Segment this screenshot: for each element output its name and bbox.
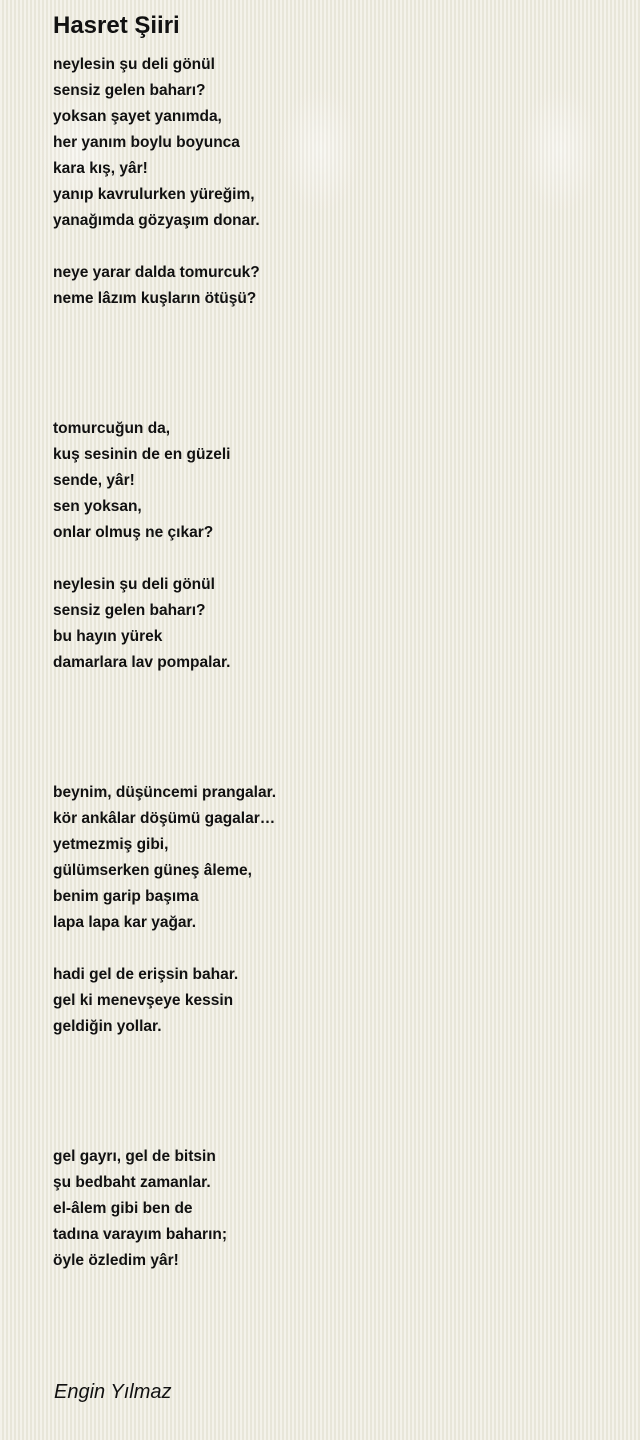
section-gap <box>53 1040 613 1144</box>
poem-line: onlar olmuş ne çıkar? <box>53 524 214 541</box>
stanza-gap <box>53 936 613 962</box>
poem-line: sensiz gelen baharı? <box>53 82 206 99</box>
poem-author: Engin Yılmaz <box>54 1381 172 1403</box>
poem-line: kara kış, yâr! <box>53 160 148 177</box>
poem-line: neye yarar dalda tomurcuk? <box>53 264 260 281</box>
poem-line: yoksan şayet yanımda, <box>53 108 222 125</box>
poem-line: gel ki menevşeye kessin <box>53 992 234 1009</box>
stanza-gap <box>53 546 613 572</box>
poem-line: tomurcuğun da, <box>53 420 171 437</box>
poem-title: Hasret Şiiri <box>53 12 180 39</box>
section-gap <box>53 312 613 416</box>
poem-line: tadına varayım baharın; <box>53 1226 228 1243</box>
poem-body <box>53 52 613 1274</box>
stanza-4 <box>53 572 613 676</box>
poem-line: gülümserken güneş âleme, <box>53 862 252 879</box>
poem-line: neme lâzım kuşların ötüşü? <box>53 290 257 307</box>
poem-line: sensiz gelen baharı? <box>53 602 206 619</box>
stanza-2 <box>53 260 613 312</box>
poem-line: yanıp kavrulurken yüreğim, <box>53 186 255 203</box>
poem-line: neylesin şu deli gönül <box>53 576 215 593</box>
poem-line: gel gayrı, gel de bitsin <box>53 1148 216 1165</box>
stanza-gap <box>53 234 613 260</box>
poem-line: lapa lapa kar yağar. <box>53 914 197 931</box>
poem-line: geldiğin yollar. <box>53 1018 162 1035</box>
poem-line: şu bedbaht zamanlar. <box>53 1174 211 1191</box>
poem-line: yanağımda gözyaşım donar. <box>53 212 260 229</box>
poem-line: sen yoksan, <box>53 498 142 515</box>
stanza-5 <box>53 780 613 936</box>
poem-line: kör ankâlar döşümü gagalar… <box>53 810 276 827</box>
stanza-7 <box>53 1144 613 1274</box>
poem-line: kuş sesinin de en güzeli <box>53 446 231 463</box>
stanza-3 <box>53 416 613 546</box>
poem-line: el-âlem gibi ben de <box>53 1200 193 1217</box>
poem-line: bu hayın yürek <box>53 628 163 645</box>
poem-line: sende, yâr! <box>53 472 135 489</box>
poem-line: öyle özledim yâr! <box>53 1252 179 1269</box>
poem-line: benim garip başıma <box>53 888 199 905</box>
poem-line: beynim, düşüncemi prangalar. <box>53 784 277 801</box>
section-gap <box>53 676 613 780</box>
stanza-6 <box>53 962 613 1040</box>
poem-line: damarlara lav pompalar. <box>53 654 231 671</box>
stanza-1 <box>53 52 613 234</box>
poem-line: hadi gel de erişsin bahar. <box>53 966 239 983</box>
poem-line: her yanım boylu boyunca <box>53 134 240 151</box>
poem-line: neylesin şu deli gönül <box>53 56 215 73</box>
poem-line: yetmezmiş gibi, <box>53 836 169 853</box>
